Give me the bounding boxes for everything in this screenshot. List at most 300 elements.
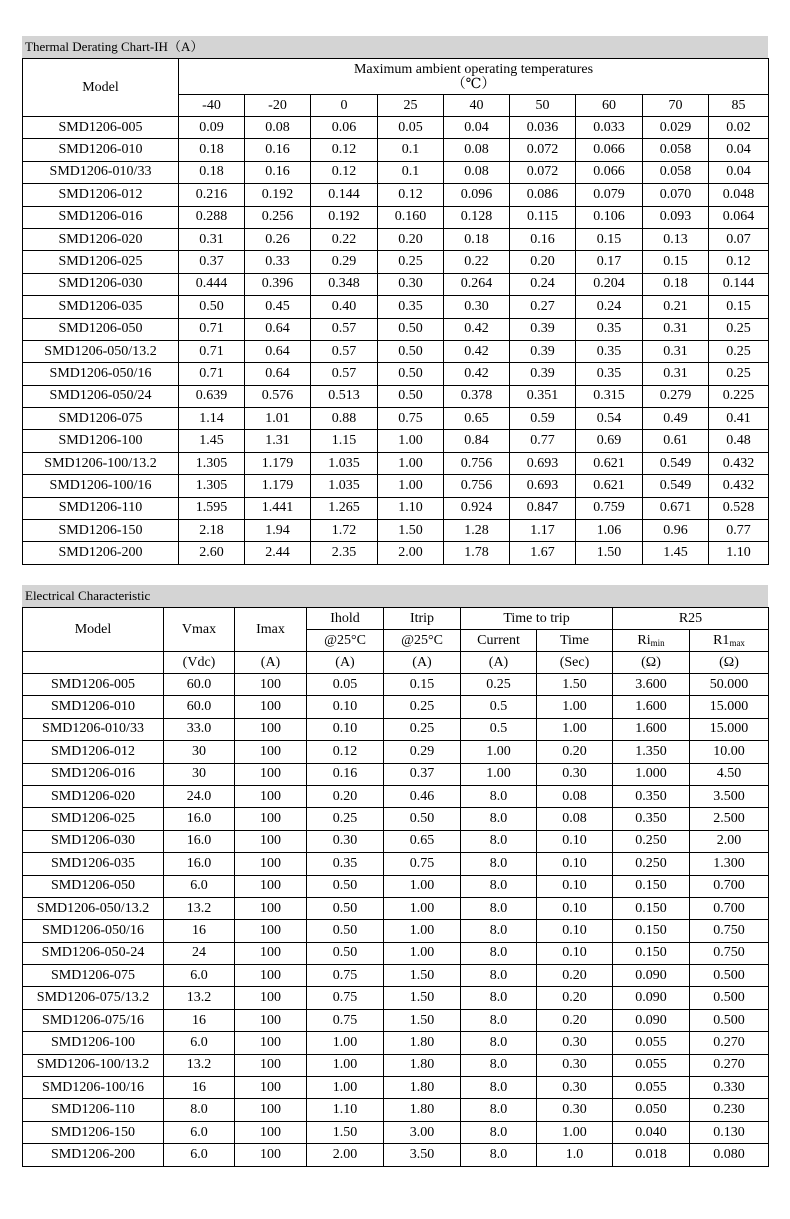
value-cell: 0.847 [510, 497, 576, 519]
value-cell: 0.25 [384, 718, 461, 740]
value-cell: 0.700 [690, 897, 769, 919]
ihold-condition: @25°C [307, 630, 384, 652]
value-cell: 0.35 [576, 340, 643, 362]
value-cell: 0.12 [378, 184, 444, 206]
thermal-derating-section [22, 36, 768, 565]
value-cell: 0.621 [576, 452, 643, 474]
value-cell: 1.10 [709, 542, 769, 564]
ri-min-header [613, 630, 690, 652]
value-cell: 0.10 [537, 830, 613, 852]
value-cell: 0.093 [643, 206, 709, 228]
value-cell: 1.00 [307, 1077, 384, 1099]
value-cell: 1.78 [444, 542, 510, 564]
value-cell: 8.0 [461, 1121, 537, 1143]
model-cell: SMD1206-035 [23, 296, 179, 318]
model-cell: SMD1206-150 [23, 1121, 164, 1143]
value-cell: 0.10 [537, 875, 613, 897]
value-cell: 0.29 [384, 741, 461, 763]
r25-header: R25 [613, 608, 769, 630]
value-cell: 1.67 [510, 542, 576, 564]
value-cell: 3.600 [613, 674, 690, 696]
table-row [23, 1121, 769, 1143]
value-cell: 1.10 [378, 497, 444, 519]
value-cell: 100 [235, 1032, 307, 1054]
value-cell: 0.20 [537, 1009, 613, 1031]
model-cell: SMD1206-075/13.2 [23, 987, 164, 1009]
temperature-group-unit: （℃） [451, 76, 496, 92]
value-cell: 0.25 [378, 251, 444, 273]
model-cell: SMD1206-030 [23, 273, 179, 295]
value-cell: 0.033 [576, 117, 643, 139]
value-cell: 16.0 [164, 830, 235, 852]
model-cell: SMD1206-010/33 [23, 718, 164, 740]
table-row [23, 520, 769, 542]
value-cell: 0.37 [384, 763, 461, 785]
value-cell: 8.0 [461, 897, 537, 919]
value-cell: 16 [164, 920, 235, 942]
table-row [23, 853, 769, 875]
value-cell: 1.01 [245, 408, 311, 430]
model-cell: SMD1206-016 [23, 206, 179, 228]
value-cell: 100 [235, 1054, 307, 1076]
value-cell: 2.500 [690, 808, 769, 830]
value-cell: 10.00 [690, 741, 769, 763]
value-cell: 0.42 [444, 318, 510, 340]
table-row [23, 674, 769, 696]
value-cell: 8.0 [461, 942, 537, 964]
value-cell: 0.35 [307, 853, 384, 875]
value-cell: 0.080 [690, 1144, 769, 1166]
value-cell: 0.759 [576, 497, 643, 519]
value-cell: 2.00 [378, 542, 444, 564]
value-cell: 2.44 [245, 542, 311, 564]
value-cell: 0.192 [245, 184, 311, 206]
table-row [23, 785, 769, 807]
temperature-header-cell: 70 [643, 95, 709, 117]
value-cell: 1.595 [179, 497, 245, 519]
value-cell: 0.08 [444, 161, 510, 183]
temperature-header-cell: 85 [709, 95, 769, 117]
value-cell: 0.30 [378, 273, 444, 295]
table-row [23, 1099, 769, 1121]
value-cell: 0.17 [576, 251, 643, 273]
value-cell: 0.57 [311, 318, 378, 340]
value-cell: 0.18 [444, 228, 510, 250]
table-row [23, 452, 769, 474]
value-cell: 100 [235, 1009, 307, 1031]
table-row [23, 987, 769, 1009]
value-cell: 1.600 [613, 718, 690, 740]
r1-max-header [690, 630, 769, 652]
value-cell: 0.700 [690, 875, 769, 897]
value-cell: 6.0 [164, 965, 235, 987]
value-cell: 0.42 [444, 363, 510, 385]
value-cell: 0.18 [179, 161, 245, 183]
model-cell: SMD1206-050/13.2 [23, 340, 179, 362]
value-cell: 1.305 [179, 452, 245, 474]
value-cell: 100 [235, 920, 307, 942]
value-cell: 0.50 [307, 897, 384, 919]
value-cell: 0.31 [643, 318, 709, 340]
value-cell: 1.035 [311, 452, 378, 474]
model-cell: SMD1206-010 [23, 696, 164, 718]
value-cell: 1.00 [461, 741, 537, 763]
value-cell: 0.090 [613, 965, 690, 987]
value-cell: 0.16 [510, 228, 576, 250]
value-cell: 1.50 [307, 1121, 384, 1143]
value-cell: 1.00 [378, 430, 444, 452]
temperature-header-cell: -20 [245, 95, 311, 117]
value-cell: 0.31 [179, 228, 245, 250]
value-cell: 0.65 [444, 408, 510, 430]
value-cell: 100 [235, 741, 307, 763]
value-cell: 0.050 [613, 1099, 690, 1121]
value-cell: 0.50 [384, 808, 461, 830]
value-cell: 0.055 [613, 1054, 690, 1076]
electrical-characteristic-section [22, 585, 768, 1167]
value-cell: 0.055 [613, 1032, 690, 1054]
value-cell: 0.50 [378, 385, 444, 407]
itrip-header: Itrip [384, 608, 461, 630]
model-cell: SMD1206-100 [23, 430, 179, 452]
value-cell: 0.59 [510, 408, 576, 430]
model-cell: SMD1206-100/13.2 [23, 1054, 164, 1076]
value-cell: 0.24 [576, 296, 643, 318]
value-cell: 1.00 [537, 696, 613, 718]
value-cell: 0.20 [510, 251, 576, 273]
model-cell: SMD1206-016 [23, 763, 164, 785]
value-cell: 100 [235, 830, 307, 852]
value-cell: 0.432 [709, 475, 769, 497]
value-cell: 0.079 [576, 184, 643, 206]
value-cell: 0.45 [245, 296, 311, 318]
value-cell: 2.18 [179, 520, 245, 542]
value-cell: 0.066 [576, 139, 643, 161]
model-cell: SMD1206-050 [23, 875, 164, 897]
value-cell: 1.14 [179, 408, 245, 430]
value-cell: 0.05 [378, 117, 444, 139]
value-cell: 8.0 [461, 1032, 537, 1054]
value-cell: 13.2 [164, 987, 235, 1009]
value-cell: 8.0 [461, 808, 537, 830]
value-cell: 0.150 [613, 920, 690, 942]
value-cell: 0.50 [378, 318, 444, 340]
value-cell: 100 [235, 1099, 307, 1121]
value-cell: 8.0 [461, 875, 537, 897]
model-cell: SMD1206-075/16 [23, 1009, 164, 1031]
table-row [23, 475, 769, 497]
value-cell: 2.35 [311, 542, 378, 564]
value-cell: 0.070 [643, 184, 709, 206]
model-cell: SMD1206-030 [23, 830, 164, 852]
value-cell: 1.80 [384, 1032, 461, 1054]
value-cell: 1.00 [537, 1121, 613, 1143]
model-cell: SMD1206-075 [23, 408, 179, 430]
table-row [23, 1077, 769, 1099]
value-cell: 0.15 [576, 228, 643, 250]
value-cell: 0.225 [709, 385, 769, 407]
value-cell: 0.35 [378, 296, 444, 318]
value-cell: 1.179 [245, 475, 311, 497]
value-cell: 0.25 [709, 363, 769, 385]
table-row [23, 363, 769, 385]
value-cell: 0.924 [444, 497, 510, 519]
model-cell: SMD1206-005 [23, 117, 179, 139]
value-cell: 0.378 [444, 385, 510, 407]
value-cell: 1.80 [384, 1054, 461, 1076]
units-row [23, 652, 769, 674]
value-cell: 0.29 [311, 251, 378, 273]
unit-cell: (A) [384, 652, 461, 674]
value-cell: 2.00 [307, 1144, 384, 1166]
value-cell: 0.216 [179, 184, 245, 206]
value-cell: 0.33 [245, 251, 311, 273]
value-cell: 0.27 [510, 296, 576, 318]
temperature-header-cell: 60 [576, 95, 643, 117]
thermal-derating-body [23, 117, 769, 565]
value-cell: 0.500 [690, 987, 769, 1009]
model-cell: SMD1206-075 [23, 965, 164, 987]
value-cell: 1.179 [245, 452, 311, 474]
r1-sub: max [729, 637, 745, 648]
value-cell: 0.058 [643, 161, 709, 183]
value-cell: 0.08 [444, 139, 510, 161]
value-cell: 3.500 [690, 785, 769, 807]
value-cell: 0.330 [690, 1077, 769, 1099]
value-cell: 16.0 [164, 808, 235, 830]
value-cell: 100 [235, 875, 307, 897]
table-row [23, 273, 769, 295]
value-cell: 0.106 [576, 206, 643, 228]
value-cell: 0.128 [444, 206, 510, 228]
value-cell: 100 [235, 808, 307, 830]
value-cell: 1.50 [384, 1009, 461, 1031]
units-model-blank [23, 652, 164, 674]
value-cell: 1.00 [307, 1054, 384, 1076]
value-cell: 0.5 [461, 718, 537, 740]
model-cell: SMD1206-050/16 [23, 920, 164, 942]
value-cell: 0.35 [576, 363, 643, 385]
value-cell: 8.0 [461, 1099, 537, 1121]
table-row [23, 920, 769, 942]
value-cell: 24.0 [164, 785, 235, 807]
value-cell: 0.75 [307, 965, 384, 987]
value-cell: 13.2 [164, 1054, 235, 1076]
value-cell: 0.31 [643, 363, 709, 385]
table-row [23, 430, 769, 452]
value-cell: 0.1 [378, 139, 444, 161]
value-cell: 50.000 [690, 674, 769, 696]
value-cell: 0.10 [537, 942, 613, 964]
model-cell: SMD1206-150 [23, 520, 179, 542]
value-cell: 1.00 [461, 763, 537, 785]
time-to-trip-header: Time to trip [461, 608, 613, 630]
value-cell: 0.50 [307, 875, 384, 897]
value-cell: 0.39 [510, 318, 576, 340]
table-row [23, 251, 769, 273]
value-cell: 0.30 [537, 1054, 613, 1076]
value-cell: 100 [235, 1144, 307, 1166]
value-cell: 0.20 [537, 965, 613, 987]
table-row [23, 139, 769, 161]
value-cell: 0.61 [643, 430, 709, 452]
model-cell: SMD1206-200 [23, 1144, 164, 1166]
value-cell: 0.65 [384, 830, 461, 852]
value-cell: 0.50 [378, 340, 444, 362]
table-row [23, 1144, 769, 1166]
value-cell: 1.94 [245, 520, 311, 542]
value-cell: 0.35 [576, 318, 643, 340]
value-cell: 0.090 [613, 987, 690, 1009]
model-cell: SMD1206-100 [23, 1032, 164, 1054]
value-cell: 0.12 [311, 161, 378, 183]
value-cell: 0.25 [461, 674, 537, 696]
value-cell: 0.30 [537, 1099, 613, 1121]
value-cell: 1.50 [384, 987, 461, 1009]
value-cell: 0.18 [179, 139, 245, 161]
value-cell: 0.26 [245, 228, 311, 250]
value-cell: 1.00 [384, 875, 461, 897]
unit-cell: (Ω) [613, 652, 690, 674]
table-row [23, 1009, 769, 1031]
value-cell: 0.10 [537, 897, 613, 919]
value-cell: 0.351 [510, 385, 576, 407]
value-cell: 0.30 [537, 763, 613, 785]
vmax-header: Vmax [164, 608, 235, 652]
value-cell: 8.0 [461, 830, 537, 852]
value-cell: 0.130 [690, 1121, 769, 1143]
value-cell: 0.06 [311, 117, 378, 139]
value-cell: 100 [235, 853, 307, 875]
value-cell: 1.80 [384, 1099, 461, 1121]
value-cell: 0.84 [444, 430, 510, 452]
value-cell: 0.57 [311, 340, 378, 362]
value-cell: 0.693 [510, 452, 576, 474]
value-cell: 0.04 [444, 117, 510, 139]
value-cell: 1.00 [378, 475, 444, 497]
value-cell: 0.066 [576, 161, 643, 183]
value-cell: 2.00 [690, 830, 769, 852]
value-cell: 0.75 [307, 1009, 384, 1031]
value-cell: 100 [235, 674, 307, 696]
value-cell: 0.21 [643, 296, 709, 318]
table-row [23, 875, 769, 897]
value-cell: 0.30 [537, 1032, 613, 1054]
value-cell: 100 [235, 696, 307, 718]
value-cell: 24 [164, 942, 235, 964]
value-cell: 0.055 [613, 1077, 690, 1099]
value-cell: 1.00 [378, 452, 444, 474]
value-cell: 0.12 [311, 139, 378, 161]
value-cell: 0.64 [245, 340, 311, 362]
value-cell: 1.45 [643, 542, 709, 564]
electrical-characteristic-title: Electrical Characteristic [22, 585, 768, 607]
value-cell: 0.086 [510, 184, 576, 206]
value-cell: 0.77 [709, 520, 769, 542]
value-cell: 0.54 [576, 408, 643, 430]
model-cell: SMD1206-012 [23, 741, 164, 763]
value-cell: 0.270 [690, 1054, 769, 1076]
value-cell: 0.42 [444, 340, 510, 362]
value-cell: 1.50 [384, 965, 461, 987]
value-cell: 0.50 [179, 296, 245, 318]
table-row [23, 897, 769, 919]
value-cell: 1.350 [613, 741, 690, 763]
value-cell: 6.0 [164, 1144, 235, 1166]
model-cell: SMD1206-025 [23, 251, 179, 273]
value-cell: 0.25 [709, 340, 769, 362]
table-row [23, 1054, 769, 1076]
unit-cell: (A) [235, 652, 307, 674]
model-cell: SMD1206-050-24 [23, 942, 164, 964]
value-cell: 1.45 [179, 430, 245, 452]
value-cell: 1.10 [307, 1099, 384, 1121]
temperature-header-cell: 0 [311, 95, 378, 117]
temperature-group-label: Maximum ambient operating temperatures [353, 61, 594, 77]
value-cell: 100 [235, 897, 307, 919]
value-cell: 0.22 [311, 228, 378, 250]
unit-cell: (A) [461, 652, 537, 674]
table-row [23, 942, 769, 964]
value-cell: 8.0 [461, 1054, 537, 1076]
value-cell: 1.600 [613, 696, 690, 718]
value-cell: 0.10 [307, 696, 384, 718]
value-cell: 100 [235, 965, 307, 987]
temperature-header-cell: 50 [510, 95, 576, 117]
value-cell: 100 [235, 942, 307, 964]
value-cell: 0.30 [537, 1077, 613, 1099]
value-cell: 0.71 [179, 363, 245, 385]
model-cell: SMD1206-100/16 [23, 1077, 164, 1099]
model-cell: SMD1206-050/13.2 [23, 897, 164, 919]
model-cell: SMD1206-200 [23, 542, 179, 564]
value-cell: 0.018 [613, 1144, 690, 1166]
value-cell: 100 [235, 785, 307, 807]
model-cell: SMD1206-012 [23, 184, 179, 206]
value-cell: 100 [235, 1121, 307, 1143]
value-cell: 0.20 [378, 228, 444, 250]
value-cell: 100 [235, 718, 307, 740]
table-row [23, 161, 769, 183]
value-cell: 0.46 [384, 785, 461, 807]
value-cell: 0.10 [537, 853, 613, 875]
value-cell: 0.15 [709, 296, 769, 318]
value-cell: 1.0 [537, 1144, 613, 1166]
r1-base: R1 [713, 632, 730, 648]
value-cell: 6.0 [164, 1121, 235, 1143]
time-header: Time [537, 630, 613, 652]
value-cell: 0.49 [643, 408, 709, 430]
table-row [23, 318, 769, 340]
table-row [23, 206, 769, 228]
value-cell: 0.621 [576, 475, 643, 497]
value-cell: 0.02 [709, 117, 769, 139]
value-cell: 0.12 [709, 251, 769, 273]
value-cell: 0.096 [444, 184, 510, 206]
value-cell: 0.15 [643, 251, 709, 273]
table-row [23, 542, 769, 564]
value-cell: 0.69 [576, 430, 643, 452]
value-cell: 30 [164, 741, 235, 763]
value-cell: 0.08 [537, 808, 613, 830]
model-cell: SMD1206-010/33 [23, 161, 179, 183]
value-cell: 1.00 [384, 897, 461, 919]
value-cell: 0.036 [510, 117, 576, 139]
value-cell: 0.204 [576, 273, 643, 295]
value-cell: 0.072 [510, 161, 576, 183]
value-cell: 100 [235, 763, 307, 785]
table-row [23, 696, 769, 718]
